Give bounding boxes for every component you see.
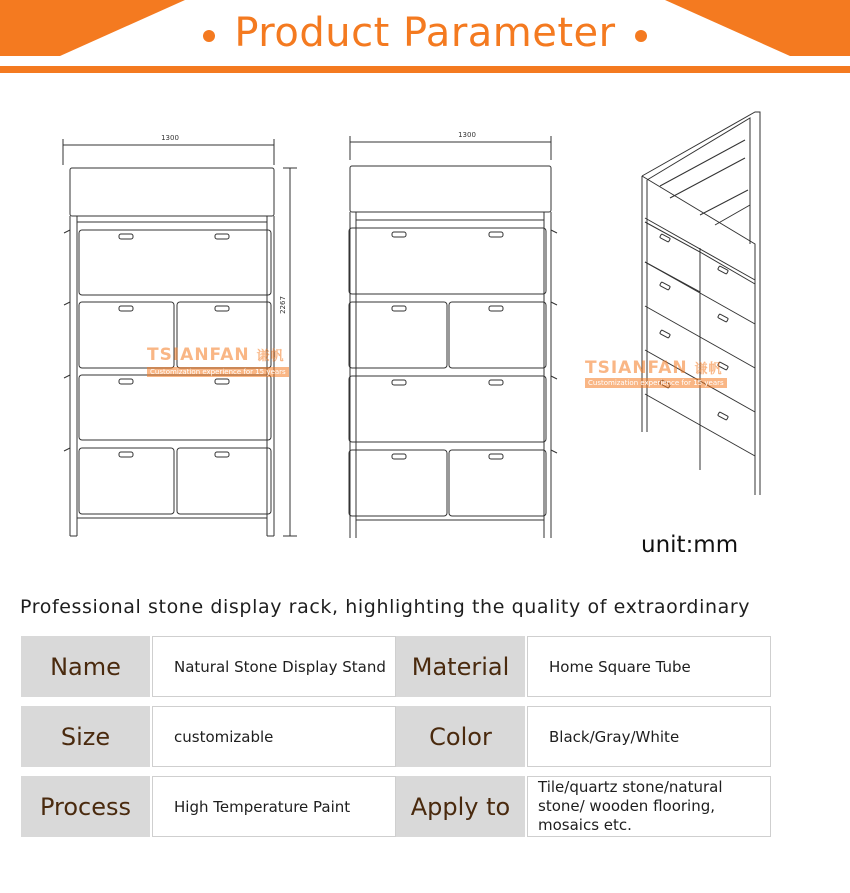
param-value-name: Natural Stone Display Stand <box>152 636 396 697</box>
param-value-material: Home Square Tube <box>527 636 771 697</box>
unit-label: unit:mm <box>641 532 739 558</box>
param-key-process: Process <box>21 776 152 837</box>
param-key-material: Material <box>396 636 527 697</box>
param-value-color: Black/Gray/White <box>527 706 771 767</box>
watermark-logo-front: TSIANFAN 谦帆 <box>147 345 285 365</box>
page-title: Product Parameter <box>234 10 616 56</box>
param-key-apply-to: Apply to <box>396 776 527 837</box>
watermark-tagline-perspective: Customization experience for 15 years <box>585 378 727 388</box>
parameter-row <box>21 636 771 697</box>
height-label: 2267 <box>279 296 287 314</box>
parameter-row <box>21 706 771 767</box>
watermark-logo-perspective: TSIANFAN 谦帆 <box>585 358 723 378</box>
param-key-size: Size <box>21 706 152 767</box>
param-value-size: customizable <box>152 706 396 767</box>
watermark-tagline-front: Customization experience for 15 years <box>147 367 289 377</box>
perspective-view-drawing <box>642 112 760 495</box>
side-view-drawing <box>349 136 557 538</box>
param-value-process: High Temperature Paint <box>152 776 396 837</box>
product-subtitle: Professional stone display rack, highlighting the quality of extraordinary <box>20 596 751 618</box>
side-width-label: 1300 <box>458 131 476 139</box>
front-view-drawing <box>63 139 297 536</box>
param-key-color: Color <box>396 706 527 767</box>
front-width-label: 1300 <box>161 134 179 142</box>
param-key-name: Name <box>21 636 152 697</box>
param-value-apply-to: Tile/quartz stone/natural stone/ wooden flooring, mosaics etc. <box>527 776 771 837</box>
parameter-row <box>21 776 771 837</box>
